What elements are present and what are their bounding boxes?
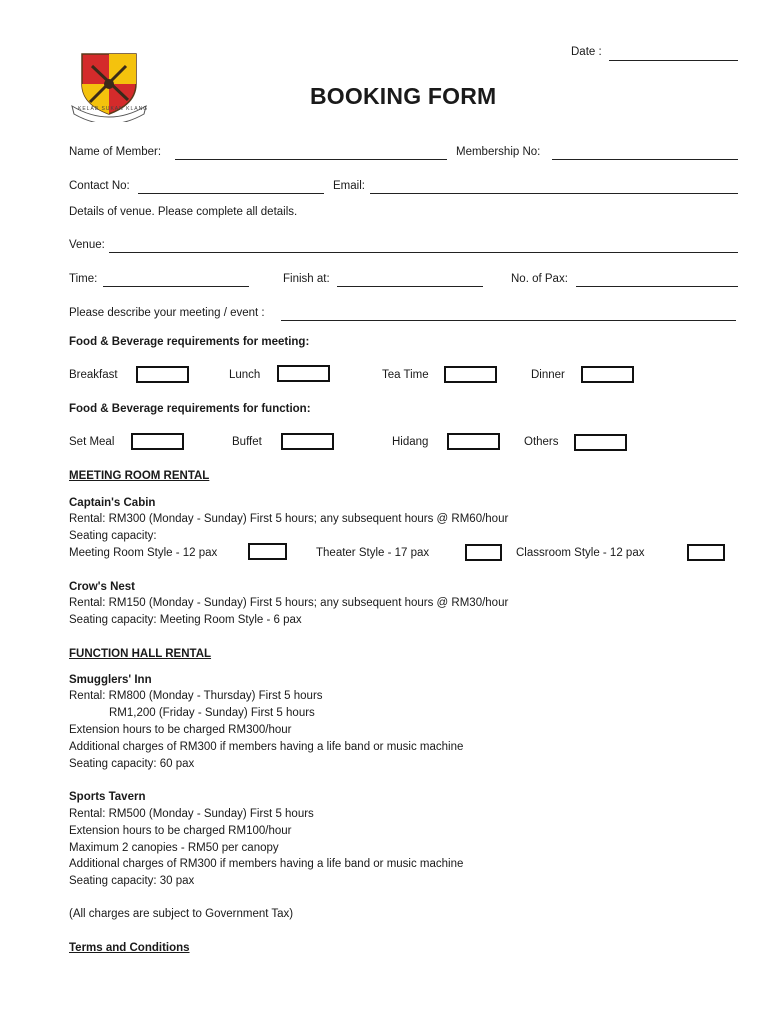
describe-event-label: Please describe your meeting / event : xyxy=(69,307,265,319)
contact-no-input[interactable] xyxy=(138,193,324,194)
theater-style-checkbox[interactable] xyxy=(465,544,502,561)
venue-label: Venue: xyxy=(69,239,105,251)
classroom-style-checkbox[interactable] xyxy=(687,544,725,561)
smugglers-inn-title: Smugglers' Inn xyxy=(69,674,152,686)
sports-tavern-line: Extension hours to be charged RM100/hour xyxy=(69,825,292,837)
captains-cabin-rental: Rental: RM300 (Monday - Sunday) First 5 hours; any subsequent hours @ RM60/hour xyxy=(69,513,509,525)
contact-no-label: Contact No: xyxy=(69,180,130,192)
sports-tavern-line: Maximum 2 canopies - RM50 per canopy xyxy=(69,842,279,854)
sports-tavern-line: Rental: RM500 (Monday - Sunday) First 5 hours xyxy=(69,808,314,820)
sports-tavern-title: Sports Tavern xyxy=(69,791,146,803)
sports-tavern-line: Seating capacity: 30 pax xyxy=(69,875,195,887)
others-checkbox[interactable] xyxy=(574,434,627,451)
venue-intro-text: Details of venue. Please complete all details. xyxy=(69,206,298,218)
crows-nest-seating: Seating capacity: Meeting Room Style - 6 pax xyxy=(69,614,302,626)
crows-nest-rental: Rental: RM150 (Monday - Sunday) First 5 hours; any subsequent hours @ RM30/hour xyxy=(69,597,509,609)
seating-style-label: Meeting Room Style - 12 pax xyxy=(69,547,218,559)
meeting-room-heading: MEETING ROOM RENTAL xyxy=(69,470,210,482)
fb-meeting-option-label: Breakfast xyxy=(69,369,118,381)
smugglers-inn-line: Seating capacity: 60 pax xyxy=(69,758,195,770)
describe-event-input[interactable] xyxy=(281,320,736,321)
member-name-label: Name of Member: xyxy=(69,146,162,158)
finish-at-label: Finish at: xyxy=(283,273,330,285)
breakfast-checkbox[interactable] xyxy=(136,366,189,383)
set-meal-checkbox[interactable] xyxy=(131,433,184,450)
member-name-input[interactable] xyxy=(175,159,447,160)
captains-cabin-title: Captain's Cabin xyxy=(69,497,156,509)
sports-tavern-line: Additional charges of RM300 if members having a life band or music machine xyxy=(69,858,464,870)
club-logo xyxy=(68,48,150,122)
terms-heading: Terms and Conditions xyxy=(69,942,190,954)
smugglers-inn-line: Rental: RM800 (Monday - Thursday) First 5 hours xyxy=(69,690,323,702)
fb-function-option-label: Hidang xyxy=(392,436,429,448)
fb-meeting-heading: Food & Beverage requirements for meeting: xyxy=(69,336,310,348)
seating-style-label: Theater Style - 17 pax xyxy=(316,547,430,559)
function-hall-heading: FUNCTION HALL RENTAL xyxy=(69,648,212,660)
tax-note: (All charges are subject to Government Tax) xyxy=(69,908,294,920)
seating-style-label: Classroom Style - 12 pax xyxy=(516,547,645,559)
fb-function-option-label: Others xyxy=(524,436,559,448)
finish-at-input[interactable] xyxy=(337,286,483,287)
crows-nest-title: Crow's Nest xyxy=(69,581,136,593)
tea-time-checkbox[interactable] xyxy=(444,366,497,383)
smugglers-inn-line: Extension hours to be charged RM300/hour xyxy=(69,724,292,736)
time-label: Time: xyxy=(69,273,98,285)
venue-input[interactable] xyxy=(109,252,738,253)
email-label: Email: xyxy=(333,180,365,192)
logo-text: KELAB SUKAN KLANG xyxy=(78,106,149,112)
fb-function-heading: Food & Beverage requirements for function: xyxy=(69,403,311,415)
captains-cabin-seating: Seating capacity: xyxy=(69,530,157,542)
time-input[interactable] xyxy=(103,286,249,287)
email-input[interactable] xyxy=(370,193,738,194)
dinner-checkbox[interactable] xyxy=(581,366,634,383)
meeting-room-style-checkbox[interactable] xyxy=(248,543,287,560)
date-label: Date : xyxy=(571,46,602,58)
no-of-pax-input[interactable] xyxy=(576,286,738,287)
fb-meeting-option-label: Lunch xyxy=(229,369,261,381)
membership-no-label: Membership No: xyxy=(456,146,541,158)
no-of-pax-label: No. of Pax: xyxy=(511,273,568,285)
smugglers-inn-line: Additional charges of RM300 if members having a life band or music machine xyxy=(69,741,464,753)
fb-meeting-option-label: Dinner xyxy=(531,369,565,381)
membership-no-input[interactable] xyxy=(552,159,738,160)
fb-function-option-label: Buffet xyxy=(232,436,262,448)
fb-function-option-label: Set Meal xyxy=(69,436,115,448)
fb-meeting-option-label: Tea Time xyxy=(382,369,429,381)
smugglers-inn-line: RM1,200 (Friday - Sunday) First 5 hours xyxy=(109,707,315,719)
hidang-checkbox[interactable] xyxy=(447,433,500,450)
date-input[interactable] xyxy=(609,60,738,61)
page-title: BOOKING FORM xyxy=(310,83,497,109)
lunch-checkbox[interactable] xyxy=(277,365,330,382)
buffet-checkbox[interactable] xyxy=(281,433,334,450)
